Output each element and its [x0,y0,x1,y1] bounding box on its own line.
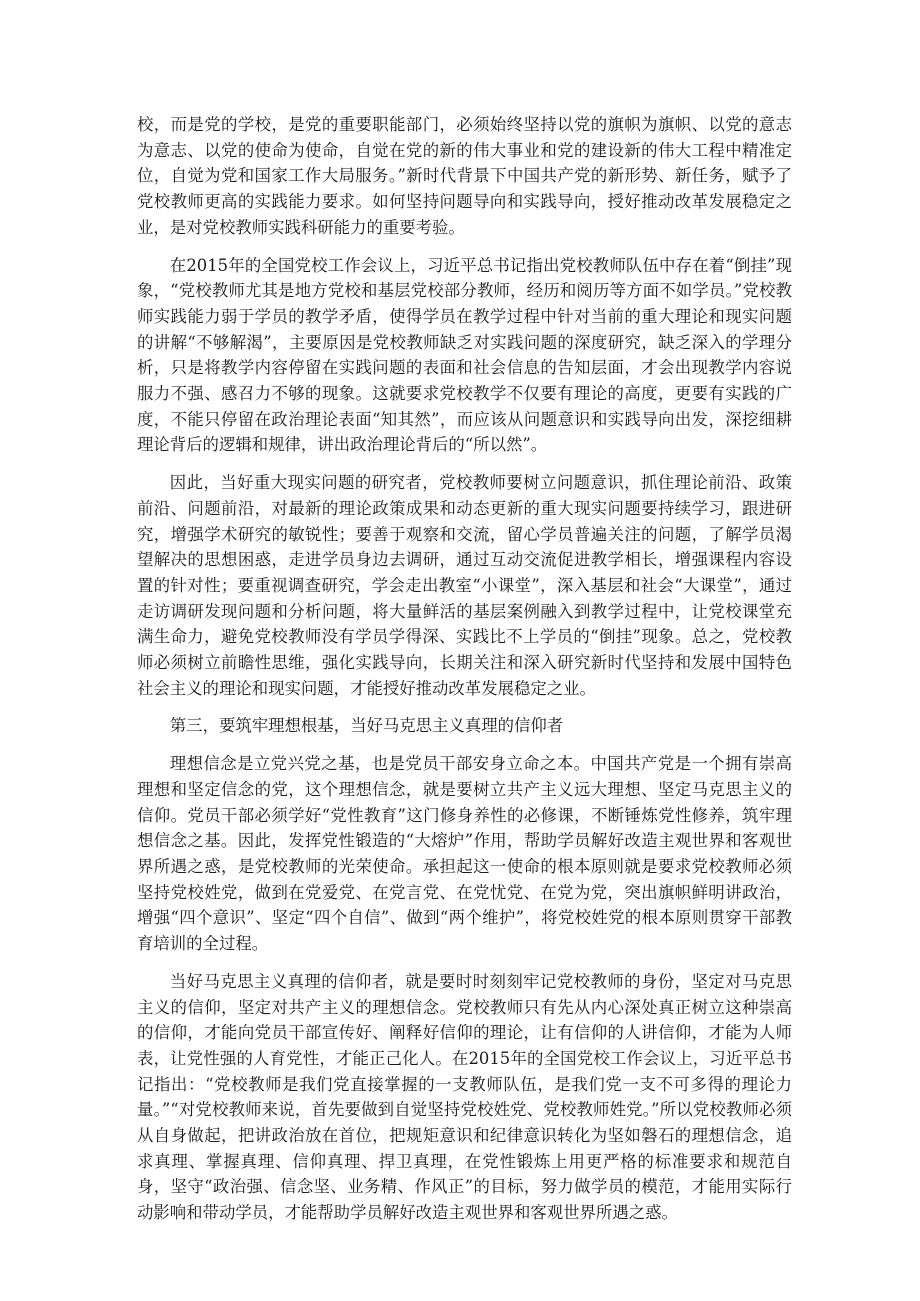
paragraph-marxism-believer: 当好马克思主义真理的信仰者，就是要时时刻刻牢记党校教师的身份，坚定对马克思主义的信仰，坚定对共产主义的理想信念。党校教师只有先从内心深处真正树立这种崇高的信仰，才能向党员干部宣传好、阐释好信仰的理论，让有信仰的人讲信仰，才能为人师表，让党性强的人育党性，才能正己化人。在2015年的全国党校工作会议上，习近平总书记指出：“党校教师是我们党直接掌握的一支教师队伍，是我们党一支不可多得的理论力量。”“对党校教师来说，首先要做到自觉坚持党校姓党、党校教师姓党。”所以党校教师必须从自身做起，把讲政治放在首位，把规矩意识和纪律意识转化为坚如磐石的理想信念，追求真理、掌握真理、信仰真理、捍卫真理，在党性锻炼上用更严格的标准要求和规范自身，坚守“政治强、信念坚、业务精、作风正”的目标，努力做学员的模范，才能用实际行动影响和带动学员，才能帮助学员解好改造主观世界和客观世界所遇之惑。 [137,971,792,1223]
paragraph-2015-conference: 在2015年的全国党校工作会议上，习近平总书记指出党校教师队伍中存在着“倒挂”现象，“党校教师尤其是地方党校和基层党校部分教师，经历和阅历等方面不如学员。”党校教师实践能力弱于学员的教学矛盾，使得学员在教学过程中针对当前的重大理论和现实问题的讲解“不够解渴”，主要原因是党校教师缺乏对实践问题的深度研究，缺乏深入的学理分析，只是将教学内容停留在实践问题的表面和社会信息的告知层面，才会出现教学内容说服力不强、感召力不够的现象。这就要求党校教学不仅要有理论的高度，更要有实践的广度，不能只停留在政治理论表面“知其然”，而应该从问题意识和实践导向出发，深挖细耕理论背后的逻辑和规律，讲出政治理论背后的“所以然”。 [137,255,792,455]
section-heading-third: 第三，要筑牢理想根基，当好马克思主义真理的信仰者 [169,716,564,736]
paragraph-researcher: 因此，当好重大现实问题的研究者，党校教师要树立问题意识，抓住理论前沿、政策前沿、问题前沿，对最新的理论政策成果和动态更新的重大现实问题要持续学习，跟进研究，增强学术研究的敏锐性；要善于观察和交流，留心学员普遍关注的问题，了解学员渴望解决的思想困惑，走进学员身边去调研，通过互动交流促进教学相长，增强课程内容设置的针对性；要重视调查研究，学会走出教室“小课堂”，深入基层和社会“大课堂”，通过走访调研发现问题和分析问题，将大量鲜活的基层案例融入到教学过程中，让党校课堂充满生命力，避免党校教师没有学员学得深、实践比不上学员的“倒挂”现象。总之，党校教师必须树立前瞻性思维，强化实践导向，长期关注和深入研究新时代坚持和发展中国特色社会主义的理论和现实问题，才能授好推动改革发展稳定之业。 [137,473,792,698]
document-body [137,112,792,1238]
paragraph-continuation: 校，而是党的学校，是党的重要职能部门，必须始终坚持以党的旗帜为旗帜、以党的意志为意志、以党的使命为使命，自觉在党的新的伟大事业和党的建设新的伟大工程中精准定位，自觉为党和国家工作大局服务。”新时代背景下中国共产党的新形势、新任务，赋予了党校教师更高的实践能力要求。如何坚持问题导向和实践导向，授好推动改革发展稳定之业，是对党校教师实践科研能力的重要考验。 [137,115,792,237]
paragraph-ideals-beliefs: 理想信念是立党兴党之基，也是党员干部安身立命之本。中国共产党是一个拥有崇高理想和坚定信念的党，这个理想信念，就是要树立共产主义远大理想、坚定马克思主义的信仰。党员干部必须学好“党性教育”这门修身养性的必修课，不断锤炼党性修养，筑牢理想信念之基。因此，发挥党性锻造的“大熔炉”作用，帮助学员解好改造主观世界和客观世界所遇之惑，是党校教师的光荣使命。承担起这一使命的根本原则就是要求党校教师必须坚持党校姓党，做到在党爱党、在党言党、在党忧党、在党为党，突出旗帜鲜明讲政治，增强“四个意识”、坚定“四个自信”、做到“两个维护”，将党校姓党的根本原则贯穿干部教育培训的全过程。 [137,754,792,954]
